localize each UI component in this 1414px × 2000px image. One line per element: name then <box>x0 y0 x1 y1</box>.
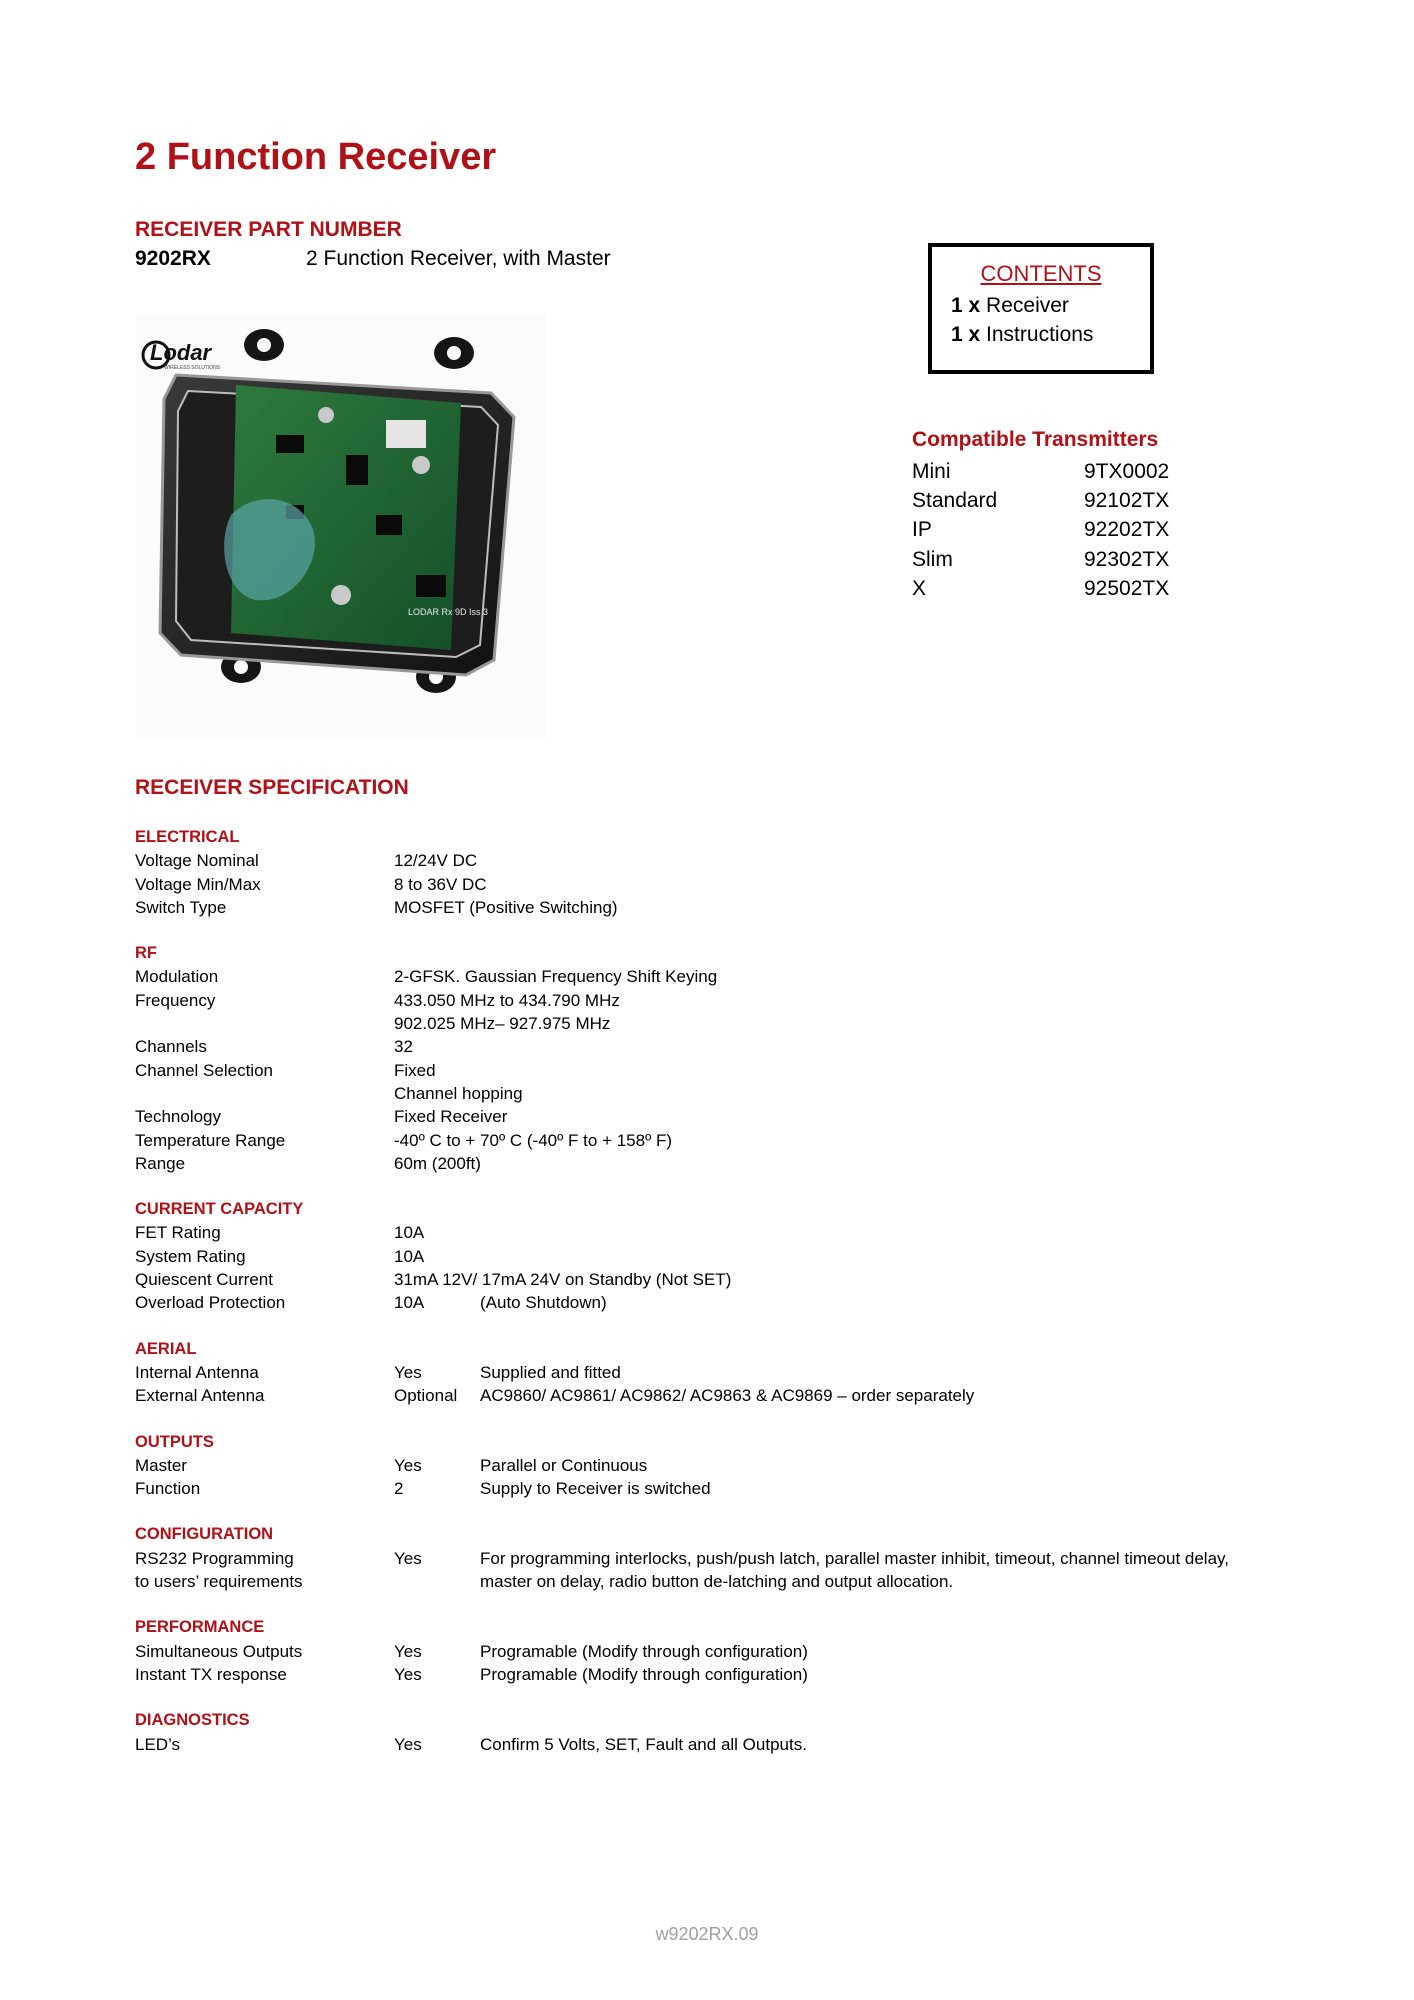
part-number-row <box>135 247 611 271</box>
transmitter-name: Standard <box>912 489 998 513</box>
spec-row <box>135 873 1335 896</box>
spec-label: Master <box>135 1455 187 1475</box>
contents-label: Instructions <box>986 323 1094 346</box>
spec-label: Simultaneous Outputs <box>135 1641 303 1661</box>
spec-section <box>135 826 1335 919</box>
spec-row <box>135 1082 1335 1105</box>
spec-row <box>135 1268 1335 1291</box>
contents-box <box>928 243 1154 374</box>
spec-note: For programming interlocks, push/push latch, parallel master inhibit, timeout, channel timeout delay, <box>480 1548 1229 1568</box>
spec-section-heading: OUTPUTS <box>135 1432 214 1451</box>
spec-value: 2 <box>394 1479 404 1499</box>
spec-row <box>135 1663 1335 1686</box>
spec-row <box>135 1547 1335 1570</box>
spec-section-heading: CONFIGURATION <box>135 1525 274 1544</box>
spec-value: 433.050 MHz to 434.790 MHz <box>394 990 620 1010</box>
spec-label <box>135 1082 394 1105</box>
spec-label: Voltage Min/Max <box>135 874 261 894</box>
spec-row <box>135 1733 1335 1756</box>
spec-row <box>135 1035 1335 1058</box>
spec-value: -40º C to + 70º C (-40º F to + 158º F) <box>394 1130 673 1150</box>
spec-label: FET Rating <box>135 1223 221 1243</box>
transmitter-code: 9TX0002 <box>1084 460 1170 483</box>
contents-item <box>951 291 1150 320</box>
spec-section-heading: CURRENT CAPACITY <box>135 1200 304 1219</box>
spec-label: Frequency <box>135 990 216 1010</box>
spec-row <box>135 1012 1335 1035</box>
spec-row <box>135 896 1335 919</box>
spec-row <box>135 1245 1335 1268</box>
spec-row <box>135 1454 1335 1477</box>
transmitter-name: X <box>912 576 927 600</box>
spec-section <box>135 1523 1335 1593</box>
spec-value: 8 to 36V DC <box>394 874 487 894</box>
spec-row <box>135 1105 1335 1128</box>
spec-note: Programable (Modify through configuration) <box>480 1664 808 1684</box>
transmitter-name: IP <box>912 518 932 542</box>
spec-label: Instant TX response <box>135 1664 287 1684</box>
spec-section <box>135 942 1335 1175</box>
spec-section-heading: ELECTRICAL <box>135 828 240 846</box>
spec-value: Yes <box>394 1362 422 1382</box>
spec-value: 10A <box>394 1246 425 1266</box>
spec-section <box>135 1198 1335 1314</box>
spec-value: 60m (200ft) <box>394 1153 481 1173</box>
spec-label: Internal Antenna <box>135 1362 259 1382</box>
spec-note <box>480 1268 1335 1291</box>
spec-label: Temperature Range <box>135 1130 286 1150</box>
spec-value: Optional <box>394 1386 458 1406</box>
spec-note: (Auto Shutdown) <box>480 1293 607 1313</box>
spec-section-heading: DIAGNOSTICS <box>135 1711 250 1730</box>
spec-value: 10A <box>394 1293 425 1313</box>
spec-row <box>135 1059 1335 1082</box>
spec-value: Yes <box>394 1455 422 1475</box>
spec-note: master on delay, radio button de-latching and output allocation. <box>480 1572 954 1592</box>
spec-row <box>135 989 1335 1012</box>
spec-value: 12/24V DC <box>394 851 478 871</box>
spec-section <box>135 1431 1335 1501</box>
compatible-title: Compatible Transmitters <box>912 428 1159 451</box>
receiver-enclosure-image <box>136 315 546 739</box>
spec-label: to users’ requirements <box>135 1572 303 1592</box>
spec-row <box>135 1640 1335 1663</box>
page-title: 2 Function Receiver <box>135 136 497 178</box>
brand-tagline: WIRELESS SOLUTIONS <box>164 365 221 371</box>
spec-row <box>135 849 1335 872</box>
compatible-row <box>912 486 1172 515</box>
spec-value: MOSFET (Positive Switching) <box>394 897 618 917</box>
spec-row <box>135 1384 1335 1407</box>
spec-label: LED’s <box>135 1734 181 1754</box>
spec-label: Voltage Nominal <box>135 851 259 871</box>
spec-section <box>135 1616 1335 1686</box>
spec-note <box>480 1245 1335 1268</box>
contents-item <box>951 320 1150 349</box>
spec-title: RECEIVER SPECIFICATION <box>135 776 409 799</box>
transmitter-name: Slim <box>912 547 953 571</box>
product-photo <box>136 315 546 739</box>
contents-qty: 1 x <box>951 294 981 317</box>
spec-value <box>394 1570 480 1593</box>
transmitter-code: 92302TX <box>1084 547 1170 571</box>
spec-row <box>135 1152 1335 1175</box>
spec-value: 2-GFSK. Gaussian Frequency Shift Keying <box>394 967 718 987</box>
spec-row <box>135 1570 1335 1593</box>
spec-value: Yes <box>394 1664 422 1684</box>
compatible-transmitters <box>912 425 1172 603</box>
transmitter-name: Mini <box>912 460 951 483</box>
spec-label: Channel Selection <box>135 1060 273 1080</box>
spec-value: Channel hopping <box>394 1083 523 1103</box>
spec-value: Yes <box>394 1641 422 1661</box>
spec-label: Switch Type <box>135 897 227 917</box>
spec-note: Supplied and fitted <box>480 1362 621 1382</box>
contents-title: CONTENTS <box>980 261 1102 286</box>
spec-row <box>135 1477 1335 1500</box>
spec-note: Programable (Modify through configuration) <box>480 1641 808 1661</box>
compatible-row <box>912 574 1172 603</box>
spec-value: Yes <box>394 1548 422 1568</box>
spec-row <box>135 1361 1335 1384</box>
spec-note <box>480 1221 1335 1244</box>
brand-logo: Lodar <box>150 340 212 365</box>
part-number-heading: RECEIVER PART NUMBER <box>135 218 402 241</box>
compatible-row <box>912 515 1172 544</box>
spec-label: Range <box>135 1153 186 1173</box>
spec-value: 902.025 MHz– 927.975 MHz <box>394 1014 611 1034</box>
spec-label: Channels <box>135 1037 207 1057</box>
transmitter-code: 92102TX <box>1084 489 1170 513</box>
spec-section-heading: RF <box>135 944 157 963</box>
board-text: LODAR Rx 9D Iss 3 <box>408 607 489 617</box>
spec-value: Yes <box>394 1734 422 1754</box>
part-description: 2 Function Receiver, with Master <box>306 247 611 270</box>
spec-value: Fixed <box>394 1060 436 1080</box>
spec-value: Fixed Receiver <box>394 1107 508 1127</box>
spec-label: Function <box>135 1479 201 1499</box>
spec-note: Parallel or Continuous <box>480 1455 648 1475</box>
spec-value: 32 <box>394 1037 413 1057</box>
spec-row <box>135 1129 1335 1152</box>
part-number: 9202RX <box>135 247 211 270</box>
spec-note: Confirm 5 Volts, SET, Fault and all Outputs. <box>480 1734 807 1754</box>
footer-doc-code: w9202RX.09 <box>655 1924 759 1944</box>
transmitter-code: 92502TX <box>1084 576 1170 600</box>
spec-label: External Antenna <box>135 1386 265 1406</box>
compatible-row <box>912 545 1172 574</box>
spec-label: Modulation <box>135 967 219 987</box>
spec-label: Quiescent Current <box>135 1270 273 1290</box>
spec-label <box>135 1012 394 1035</box>
spec-section <box>135 1709 1335 1756</box>
contents-qty: 1 x <box>951 323 981 346</box>
spec-section <box>135 1338 1335 1408</box>
specification-list <box>135 826 1335 1779</box>
spec-row <box>135 1291 1335 1314</box>
spec-label: RS232 Programming <box>135 1548 294 1568</box>
spec-value: 10A <box>394 1223 425 1243</box>
spec-note: Supply to Receiver is switched <box>480 1479 711 1499</box>
transmitter-code: 92202TX <box>1084 518 1170 542</box>
spec-section-heading: PERFORMANCE <box>135 1618 265 1637</box>
spec-label: Technology <box>135 1107 222 1127</box>
compatible-row <box>912 457 1172 486</box>
spec-note: AC9860/ AC9861/ AC9862/ AC9863 & AC9869 – order separately <box>480 1386 975 1406</box>
spec-section-heading: AERIAL <box>135 1339 197 1358</box>
spec-label: Overload Protection <box>135 1293 286 1313</box>
spec-value: 31mA 12V/ 17mA 24V on Standby (Not SET) <box>394 1270 732 1290</box>
spec-row <box>135 1221 1335 1244</box>
contents-label: Receiver <box>986 294 1069 317</box>
spec-row <box>135 965 1335 988</box>
spec-label: System Rating <box>135 1246 246 1266</box>
